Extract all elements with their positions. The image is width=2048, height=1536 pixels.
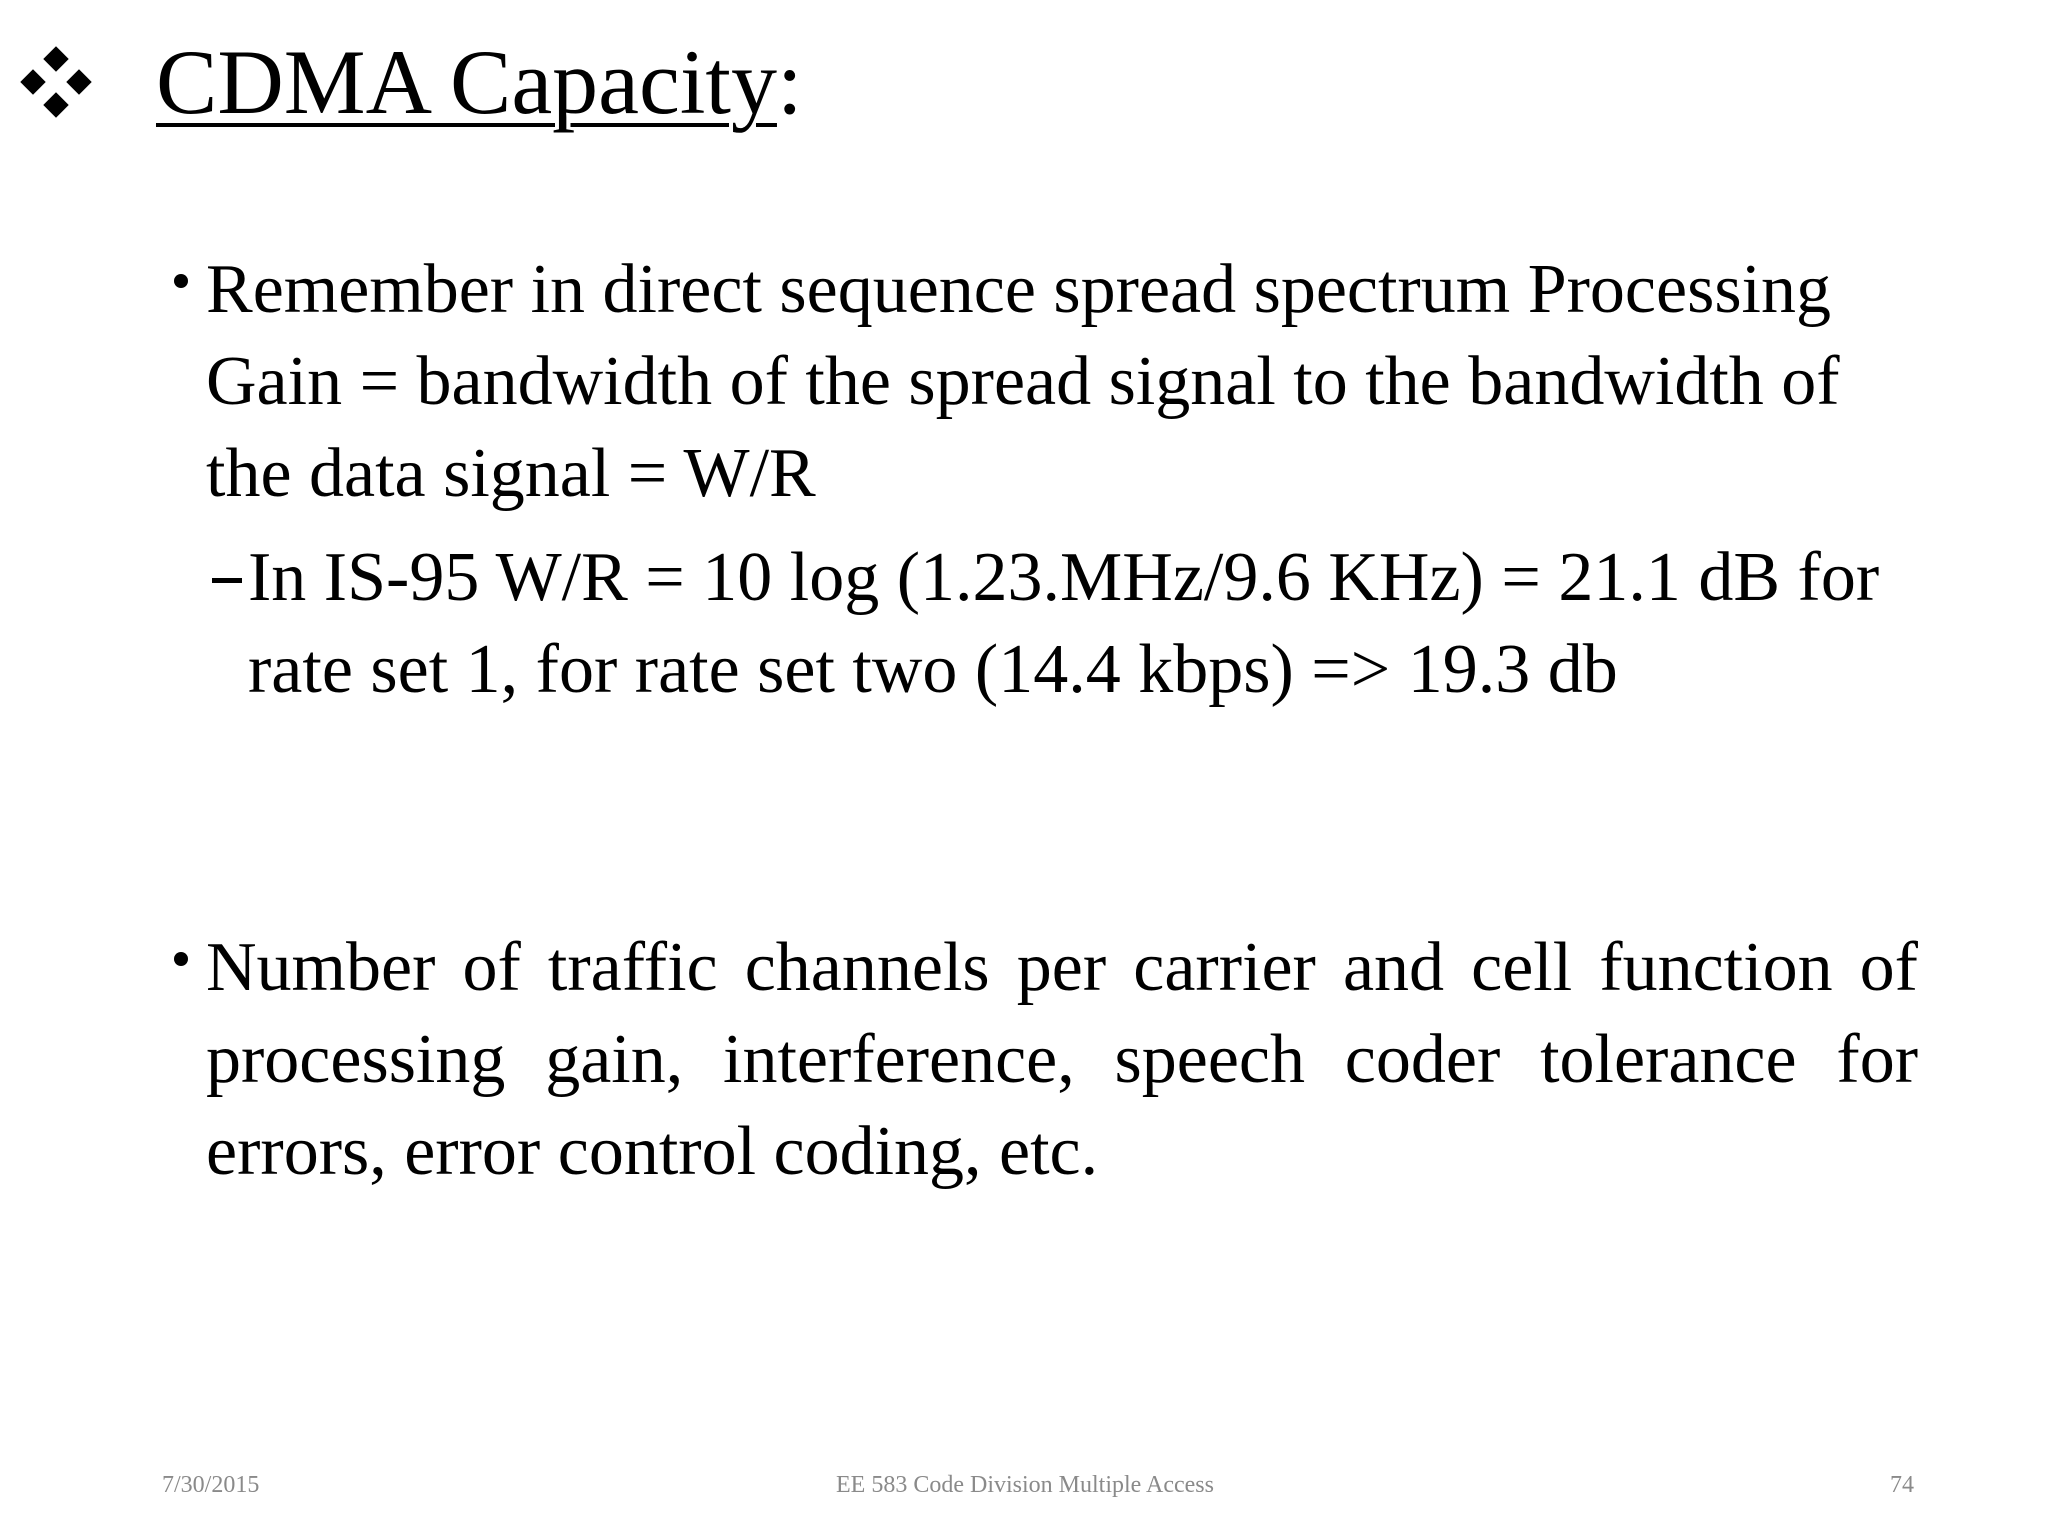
bullet-line-1 [168,244,1918,520]
dash-bullet-icon [212,578,242,583]
slide-title-suffix: : [776,31,803,133]
slide-title-main: CDMA Capacity [156,31,777,133]
sub-bullet-line-1 [206,532,1906,716]
title-row [24,22,803,142]
dot-bullet-icon [174,274,188,288]
footer-course-title: EE 583 Code Division Multiple Access [836,1472,1214,1498]
bullet-text-2: Number of traffic channels per carrier and cell function of processing gain, interference, speech coder tolerance for errors, error control coding, etc. [206,929,1918,1190]
footer-page-number: 74 [1890,1472,1914,1498]
bullet-item-2 [168,922,1918,1198]
sub-bullet-text-1: In IS-95 W/R = 10 log (1.23.MHz/9.6 KHz) = 21.1 dB for rate set 1, for rate set two (14.4 kbps) => 19.3 db [248,539,1880,708]
dot-bullet-icon [174,952,188,966]
footer-date: 7/30/2015 [162,1472,260,1498]
four-diamond-bullet-icon [24,50,96,122]
slide-title [156,22,803,142]
sub-bullet-item-1 [206,532,1906,716]
bullet-item-1 [168,244,1918,520]
bullet-line-2 [168,922,1918,1198]
bullet-text-1: Remember in direct sequence spread spectrum Processing Gain = bandwidth of the spread signal to the bandwidth of the data signal = W/R [206,251,1840,512]
